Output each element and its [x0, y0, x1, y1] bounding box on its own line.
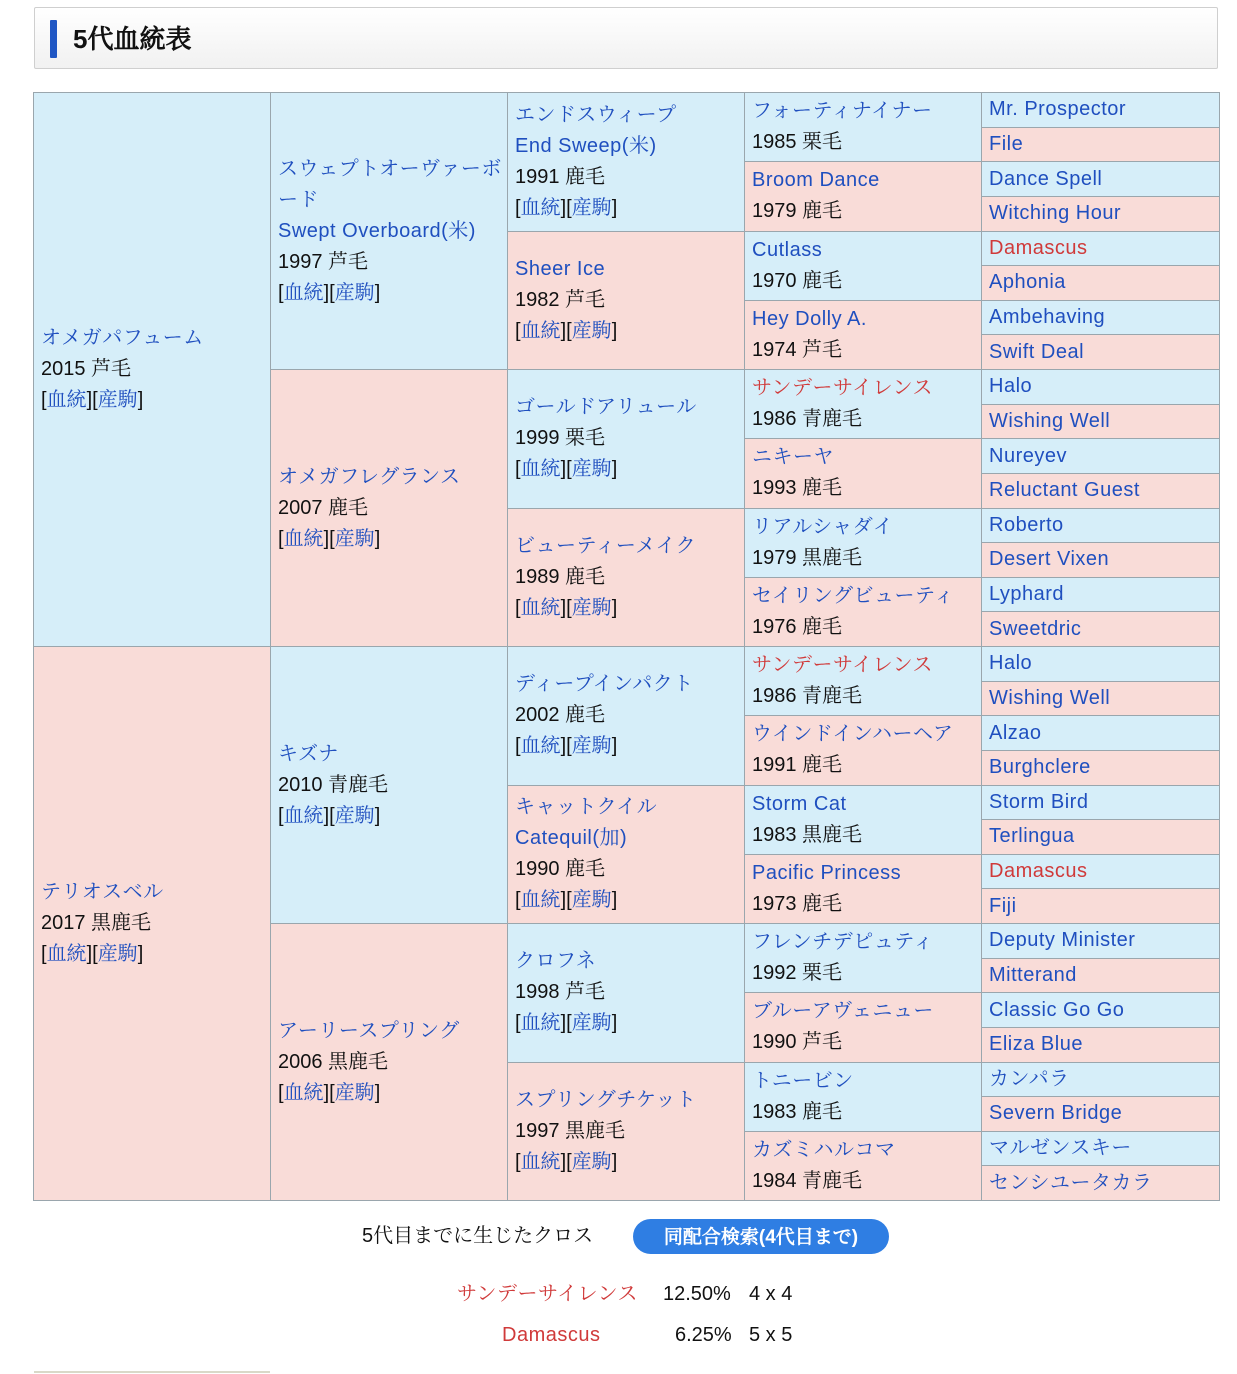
horse-info: 1984 青鹿毛	[752, 1169, 863, 1192]
horse-info: 2017 黒鹿毛	[41, 912, 152, 934]
pedigree-link[interactable]: 血統	[520, 596, 561, 619]
ancestor-cell-gen5	[982, 300, 1220, 335]
horse-name-link[interactable]: Lyphard	[989, 583, 1065, 606]
horse-name-link[interactable]: ゴールドアリュール	[515, 396, 697, 419]
horse-name-alt-link[interactable]: Catequil(加)	[515, 827, 628, 850]
pedigree-link[interactable]: 血統	[283, 804, 324, 827]
horse-name-link[interactable]: Damascus	[989, 236, 1088, 259]
horse-name-link[interactable]: ブルーアヴェニュー	[752, 1000, 934, 1023]
divider	[34, 1371, 270, 1373]
pedigree-link[interactable]: 血統	[520, 196, 561, 219]
horse-info: 1990 芦毛	[752, 1031, 843, 1054]
horse-info: 1970 鹿毛	[752, 269, 843, 292]
ancestor-cell-gen4	[745, 716, 982, 785]
horse-name-link[interactable]: Nureyev	[989, 444, 1067, 467]
progeny-link[interactable]: 産駒	[571, 735, 612, 758]
ancestor-cell-gen5	[982, 1062, 1220, 1097]
ancestor-cell-gen3	[508, 508, 745, 647]
progeny-link[interactable]: 産駒	[334, 527, 375, 550]
ancestor-cell-gen5	[982, 1166, 1220, 1201]
horse-name-link[interactable]: Ambehaving	[989, 306, 1106, 329]
ancestor-cell-gen3	[508, 1062, 745, 1201]
horse-name-link[interactable]: Desert Vixen	[989, 548, 1110, 571]
horse-name	[752, 581, 981, 612]
horse-info: 1999 栗毛	[515, 427, 606, 450]
horse-name-link[interactable]: Classic Go Go	[989, 998, 1125, 1021]
pedigree-link[interactable]: 血統	[520, 889, 561, 912]
ancestor-cell-gen5	[982, 266, 1220, 301]
horse-name-link[interactable]: オメガパフューム	[41, 327, 204, 349]
horse-name-link[interactable]: リアルシャダイ	[752, 515, 894, 538]
ancestor-cell-gen3	[508, 785, 745, 924]
horse-name	[752, 442, 981, 473]
horse-name-link[interactable]: オメガフレグランス	[278, 465, 461, 488]
ancestor-cell-gen5	[982, 93, 1220, 128]
horse-name	[515, 946, 744, 977]
pedigree-links: [血統][産駒]	[41, 389, 144, 411]
cross-pattern: 4 x 4	[749, 1283, 793, 1305]
pedigree-links: [血統][産駒]	[515, 889, 618, 912]
ancestor-cell-gen2	[271, 647, 508, 924]
horse-name-link[interactable]: セイリングビューティ	[752, 584, 955, 607]
pedigree-link[interactable]: 血統	[520, 458, 561, 481]
horse-name-link[interactable]: クロフネ	[515, 950, 597, 973]
ancestor-cell-gen5	[982, 231, 1220, 266]
horse-name-link[interactable]: Halo	[989, 652, 1033, 675]
progeny-link[interactable]: 産駒	[571, 889, 612, 912]
ancestor-cell-gen2	[271, 370, 508, 647]
horse-name	[752, 1066, 981, 1097]
pedigree-row	[34, 93, 1220, 128]
ancestor-cell-gen5	[982, 820, 1220, 855]
horse-info: 1991 鹿毛	[515, 165, 606, 188]
progeny-link[interactable]: 産駒	[571, 1012, 612, 1035]
ancestor-cell-gen5	[982, 993, 1220, 1028]
horse-name-link[interactable]: Hey Dolly A.	[752, 307, 867, 330]
ancestor-cell-gen4	[745, 231, 982, 300]
pedigree-links: [血統][産駒]	[515, 1150, 618, 1173]
horse-name-link[interactable]: スプリングチケット	[515, 1088, 697, 1111]
ancestor-cell-gen4	[745, 508, 982, 577]
horse-name-link[interactable]: Eliza Blue	[989, 1033, 1083, 1056]
horse-info: 1998 芦毛	[515, 981, 606, 1004]
ancestor-cell-gen5	[982, 162, 1220, 197]
horse-info: 1974 芦毛	[752, 338, 843, 361]
ancestor-cell-gen4	[745, 93, 982, 162]
horse-name	[515, 531, 744, 562]
horse-name	[278, 154, 507, 216]
horse-name-link[interactable]: ニキーヤ	[752, 446, 834, 469]
cross-row	[502, 1320, 600, 1350]
pedigree-links: [血統][産駒]	[278, 804, 381, 827]
ancestor-cell-gen3	[508, 231, 745, 370]
progeny-link[interactable]: 産駒	[97, 389, 138, 411]
pedigree-link[interactable]: 血統	[520, 319, 561, 342]
ancestor-cell-gen5	[982, 716, 1220, 751]
pedigree-table	[33, 92, 1220, 1201]
pedigree-links: [血統][産駒]	[278, 1081, 381, 1104]
horse-name-link[interactable]: ディープインパクト	[515, 673, 694, 696]
horse-name-alt	[515, 131, 744, 162]
horse-name	[41, 323, 270, 354]
ancestor-cell-gen5	[982, 958, 1220, 993]
ancestor-cell-gen4	[745, 439, 982, 508]
section-title: 5代血統表	[73, 24, 192, 54]
ancestor-cell-gen1	[34, 647, 271, 1201]
horse-name-link[interactable]: マルゼンスキー	[989, 1137, 1132, 1160]
horse-info: 1991 鹿毛	[752, 754, 843, 777]
horse-name-link[interactable]: Storm Cat	[752, 792, 847, 815]
ancestor-cell-gen5	[982, 370, 1220, 405]
horse-info: 1976 鹿毛	[752, 615, 843, 638]
horse-info: 1979 鹿毛	[752, 200, 843, 223]
ancestor-cell-gen5	[982, 681, 1220, 716]
horse-name	[752, 996, 981, 1027]
horse-info: 1990 鹿毛	[515, 858, 606, 881]
ancestor-cell-gen5	[982, 473, 1220, 508]
horse-name-link[interactable]: カズミハルコマ	[752, 1138, 896, 1161]
ancestor-cell-gen5	[982, 1131, 1220, 1166]
ancestor-cell-gen2	[271, 93, 508, 370]
horse-name-link[interactable]: エンドスウィープ	[515, 103, 677, 126]
ancestor-cell-gen4	[745, 162, 982, 231]
pedigree-links: [血統][産駒]	[278, 527, 381, 550]
horse-name-link[interactable]: File	[989, 132, 1024, 155]
pedigree-link[interactable]: 血統	[283, 281, 324, 304]
horse-name	[752, 789, 981, 820]
ancestor-cell-gen5	[982, 854, 1220, 889]
horse-name-alt-link[interactable]: End Sweep(米)	[515, 134, 657, 157]
ancestor-cell-gen5	[982, 1097, 1220, 1132]
horse-name-link[interactable]: サンデーサイレンス	[752, 654, 933, 677]
pedigree-links: [血統][産駒]	[515, 735, 618, 758]
progeny-link[interactable]: 産駒	[334, 804, 375, 827]
horse-name	[278, 1016, 507, 1047]
horse-info: 1983 鹿毛	[752, 1100, 843, 1123]
horse-name-link[interactable]: Damascus	[989, 860, 1088, 883]
horse-name	[515, 392, 744, 423]
horse-name-link[interactable]: Burghclere	[989, 756, 1091, 779]
pedigree-links: [血統][産駒]	[515, 458, 618, 481]
horse-name-link[interactable]: ウインドインハーヘア	[752, 723, 954, 746]
cross-heading: 5代目までに生じたクロス	[362, 1225, 594, 1247]
horse-name-alt-link[interactable]: Swept Overboard(米)	[278, 219, 476, 242]
horse-info: 2010 青鹿毛	[278, 773, 389, 796]
horse-name-link[interactable]: Alzao	[989, 721, 1042, 744]
horse-name-link[interactable]: テリオスベル	[41, 881, 164, 903]
pedigree-links: [血統][産駒]	[278, 281, 381, 304]
horse-name-link[interactable]: Pacific Princess	[752, 861, 902, 884]
horse-name-link[interactable]: Roberto	[989, 513, 1064, 536]
pedigree-link[interactable]: 血統	[283, 527, 324, 550]
cross-pattern: 5 x 5	[749, 1324, 793, 1346]
horse-info: 1979 黒鹿毛	[752, 546, 863, 569]
horse-name-link[interactable]: Swift Deal	[989, 340, 1085, 363]
horse-info: 2015 芦毛	[41, 358, 132, 380]
ancestor-cell-gen5	[982, 127, 1220, 162]
ancestor-cell-gen5	[982, 404, 1220, 439]
ancestor-cell-gen5	[982, 612, 1220, 647]
cross-horse-link[interactable]: サンデーサイレンス	[457, 1283, 638, 1305]
horse-name-link[interactable]: Wishing Well	[989, 686, 1111, 709]
horse-name-link[interactable]: Deputy Minister	[989, 929, 1136, 952]
progeny-link[interactable]: 産駒	[571, 196, 612, 219]
horse-name	[752, 235, 981, 266]
pedigree-link[interactable]: 血統	[520, 735, 561, 758]
horse-info: 1997 黒鹿毛	[515, 1119, 626, 1142]
ancestor-cell-gen5	[982, 196, 1220, 231]
ancestor-cell-gen4	[745, 924, 982, 993]
pedigree-links: [血統][産駒]	[515, 319, 618, 342]
horse-name	[752, 858, 981, 889]
cross-percent: 12.50%	[663, 1283, 731, 1305]
horse-name-link[interactable]: Halo	[989, 375, 1033, 398]
horse-info: 1982 芦毛	[515, 288, 606, 311]
horse-info: 1993 鹿毛	[752, 477, 843, 500]
horse-name-link[interactable]: サンデーサイレンス	[752, 377, 933, 400]
ancestor-cell-gen5	[982, 577, 1220, 612]
ancestor-cell-gen2	[271, 924, 508, 1201]
horse-name-link[interactable]: Mr. Prospector	[989, 98, 1127, 121]
pedigree-link[interactable]: 血統	[520, 1012, 561, 1035]
horse-name	[752, 165, 981, 196]
ancestor-cell-gen3	[508, 370, 745, 509]
horse-info: 1985 栗毛	[752, 131, 843, 154]
horse-name	[752, 927, 981, 958]
progeny-link[interactable]: 産駒	[334, 281, 375, 304]
horse-name-link[interactable]: アーリースプリング	[278, 1019, 460, 1042]
horse-info: 1986 青鹿毛	[752, 685, 863, 708]
horse-name	[515, 669, 744, 700]
horse-name-alt	[278, 216, 507, 247]
horse-name	[278, 462, 507, 493]
ancestor-cell-gen4	[745, 647, 982, 716]
ancestor-cell-gen4	[745, 1062, 982, 1131]
horse-name-link[interactable]: Sheer Ice	[515, 257, 606, 280]
horse-name-link[interactable]: キズナ	[278, 742, 339, 765]
horse-info: 2002 鹿毛	[515, 704, 606, 727]
horse-name-link[interactable]: Storm Bird	[989, 790, 1089, 813]
progeny-link[interactable]: 産駒	[571, 319, 612, 342]
ancestor-cell-gen5	[982, 439, 1220, 474]
ancestor-cell-gen4	[745, 854, 982, 923]
pedigree-link[interactable]: 血統	[520, 1150, 561, 1173]
horse-name	[515, 100, 744, 131]
horse-info: 1992 栗毛	[752, 962, 843, 985]
pedigree-links: [血統][産駒]	[41, 943, 144, 965]
ancestor-cell-gen4	[745, 1131, 982, 1200]
ancestor-cell-gen5	[982, 647, 1220, 682]
ancestor-cell-gen5	[982, 543, 1220, 578]
horse-info: 1986 青鹿毛	[752, 408, 863, 431]
ancestor-cell-gen5	[982, 889, 1220, 924]
horse-name	[515, 254, 744, 285]
horse-info: 1983 黒鹿毛	[752, 823, 863, 846]
horse-name-link[interactable]: Terlingua	[989, 825, 1075, 848]
ancestor-cell-gen5	[982, 508, 1220, 543]
horse-name	[515, 1085, 744, 1116]
horse-name-link[interactable]: Cutlass	[752, 238, 823, 261]
horse-name-link[interactable]: Witching Hour	[989, 202, 1122, 225]
horse-name-link[interactable]: カンパラ	[989, 1067, 1070, 1090]
ancestor-cell-gen5	[982, 750, 1220, 785]
horse-name-link[interactable]: Sweetdric	[989, 617, 1082, 640]
ancestor-cell-gen4	[745, 993, 982, 1062]
ancestor-cell-gen4	[745, 370, 982, 439]
cross-percent: 6.25%	[675, 1324, 732, 1346]
horse-name-link[interactable]: Dance Spell	[989, 167, 1103, 190]
progeny-link[interactable]: 産駒	[571, 596, 612, 619]
horse-name	[752, 96, 981, 127]
horse-info: 1989 鹿毛	[515, 565, 606, 588]
pedigree-link[interactable]: 血統	[283, 1081, 324, 1104]
horse-name	[752, 650, 981, 681]
horse-name-link[interactable]: Mitterand	[989, 963, 1077, 986]
horse-name	[752, 1135, 981, 1166]
horse-name-link[interactable]: Wishing Well	[989, 409, 1111, 432]
pedigree-links: [血統][産駒]	[515, 596, 618, 619]
horse-name-link[interactable]: Aphonia	[989, 271, 1066, 294]
ancestor-cell-gen4	[745, 785, 982, 854]
horse-name-link[interactable]: フォーティナイナー	[752, 100, 933, 123]
ancestor-cell-gen4	[745, 300, 982, 369]
horse-info: 1973 鹿毛	[752, 892, 843, 915]
ancestor-cell-gen3	[508, 924, 745, 1063]
progeny-link[interactable]: 産駒	[334, 1081, 375, 1104]
ancestor-cell-gen5	[982, 1027, 1220, 1062]
progeny-link[interactable]: 産駒	[571, 1150, 612, 1173]
header-accent-bar	[50, 20, 57, 58]
horse-name-link[interactable]: スウェプトオーヴァーボード	[278, 157, 502, 211]
ancestor-cell-gen4	[745, 577, 982, 646]
ancestor-cell-gen3	[508, 93, 745, 232]
horse-name	[752, 373, 981, 404]
ancestor-cell-gen5	[982, 785, 1220, 820]
horse-name	[278, 739, 507, 770]
horse-name-link[interactable]: Reluctant Guest	[989, 479, 1140, 502]
ancestor-cell-gen5	[982, 924, 1220, 959]
pedigree-links: [血統][産駒]	[515, 196, 618, 219]
pedigree-link[interactable]: 血統	[46, 943, 87, 965]
progeny-link[interactable]: 産駒	[571, 458, 612, 481]
horse-name-link[interactable]: Severn Bridge	[989, 1102, 1123, 1125]
horse-name	[752, 719, 981, 750]
section-header	[34, 7, 1218, 69]
same-mating-search-button[interactable]: 同配合検索(4代目まで)	[633, 1219, 889, 1254]
horse-info: 2006 黒鹿毛	[278, 1050, 389, 1073]
pedigree-link[interactable]: 血統	[46, 389, 87, 411]
horse-name-link[interactable]: センシユータカラ	[989, 1171, 1153, 1194]
horse-name	[41, 877, 270, 908]
cross-horse-link[interactable]: Damascus	[502, 1324, 601, 1346]
cross-row	[457, 1279, 638, 1309]
progeny-link[interactable]: 産駒	[97, 943, 138, 965]
horse-info: 2007 鹿毛	[278, 496, 369, 519]
horse-name	[752, 304, 981, 335]
ancestor-cell-gen5	[982, 335, 1220, 370]
horse-name-link[interactable]: キャットクイル	[515, 796, 658, 819]
horse-name-alt	[515, 823, 744, 854]
horse-name-link[interactable]: Fiji	[989, 894, 1017, 917]
ancestor-cell-gen1	[34, 93, 271, 647]
horse-info: 1997 芦毛	[278, 250, 369, 273]
horse-name-link[interactable]: フレンチデピュティ	[752, 931, 934, 954]
horse-name-link[interactable]: ビューティーメイク	[515, 534, 697, 557]
horse-name	[515, 792, 744, 823]
horse-name	[752, 512, 981, 543]
pedigree-links: [血統][産駒]	[515, 1012, 618, 1035]
horse-name-link[interactable]: トニービン	[752, 1069, 854, 1092]
ancestor-cell-gen3	[508, 647, 745, 786]
horse-name-link[interactable]: Broom Dance	[752, 169, 880, 192]
pedigree-row	[34, 647, 1220, 682]
